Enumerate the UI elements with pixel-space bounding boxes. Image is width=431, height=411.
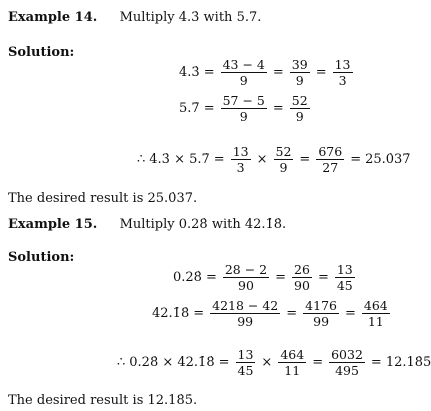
denominator: 495 <box>335 363 359 378</box>
fraction <box>278 348 306 377</box>
example-15-equation-1 <box>173 263 357 292</box>
eq-lhs: 0.28̇ × 42.1̇8̇ <box>129 355 215 370</box>
therefore-symbol: ∴ <box>117 355 126 370</box>
numerator: 26 <box>294 262 310 277</box>
numerator: 52 <box>291 93 308 108</box>
example-15-heading <box>8 218 286 231</box>
denominator: 11 <box>284 363 301 378</box>
numerator: 4218 − 42 <box>212 298 279 313</box>
numerator: 4176 <box>305 298 337 313</box>
equals-sign: = <box>315 65 327 80</box>
numerator: 464 <box>280 347 305 362</box>
fraction <box>223 263 269 292</box>
numerator: 52 <box>275 144 292 159</box>
example-14-equation-3 <box>137 145 411 174</box>
fraction <box>362 299 390 328</box>
equals-sign: = <box>286 306 298 321</box>
equals-sign: = <box>370 355 382 370</box>
equals-sign: = <box>213 152 225 167</box>
fraction <box>303 299 339 328</box>
denominator: 45 <box>237 363 254 378</box>
denominator: 9 <box>279 160 288 175</box>
example-14-solution-label: Solution: <box>8 45 75 60</box>
equals-sign: = <box>317 270 329 285</box>
equals-sign: = <box>344 306 356 321</box>
denominator: 9 <box>295 73 304 88</box>
numerator: 13 <box>334 57 351 72</box>
fraction <box>290 58 310 87</box>
fraction <box>231 145 251 174</box>
eq-lhs: 5.7̇ <box>179 101 200 116</box>
example-14-equation-1 <box>179 58 355 87</box>
numerator: 28 − 2 <box>224 262 268 277</box>
example-15-equation-3 <box>117 348 431 377</box>
example-14-text: Multiply 4.3̇ with 5.7̇. <box>119 10 262 25</box>
eq-result: 25.0̇37̇ <box>365 152 411 167</box>
fraction <box>274 145 294 174</box>
numerator: 676 <box>318 144 343 159</box>
therefore-symbol: ∴ <box>137 152 146 167</box>
equals-sign: = <box>350 152 362 167</box>
numerator: 57 − 5 <box>222 93 265 108</box>
times-sign: × <box>256 152 268 167</box>
equals-sign: = <box>275 270 287 285</box>
fraction <box>290 94 310 123</box>
eq-result: 12.18̇5̇ <box>385 355 431 370</box>
fraction <box>292 263 312 292</box>
equals-sign: = <box>203 101 215 116</box>
numerator: 6032 <box>331 347 363 362</box>
numerator: 39 <box>291 57 308 72</box>
denominator: 27 <box>322 160 339 175</box>
fraction <box>221 58 267 87</box>
fraction <box>236 348 256 377</box>
example-14-heading <box>8 11 261 24</box>
denominator: 45 <box>336 278 353 293</box>
numerator: 13 <box>232 144 249 159</box>
example-15-equation-2 <box>152 299 392 328</box>
equals-sign: = <box>299 152 311 167</box>
denominator: 90 <box>294 278 310 293</box>
fraction <box>210 299 280 328</box>
fraction <box>221 94 267 123</box>
example-15-label: Example 15. <box>8 217 98 232</box>
denominator: 3 <box>338 73 347 88</box>
denominator: 9 <box>295 109 304 124</box>
equals-sign: = <box>312 355 324 370</box>
eq-lhs: 4.3̇ × 5.7̇ <box>149 152 210 167</box>
numerator: 13 <box>336 262 353 277</box>
example-14-result: The desired result is 25.0̇37̇. <box>8 191 198 206</box>
equals-sign: = <box>193 306 205 321</box>
example-15-solution-label: Solution: <box>8 250 75 265</box>
denominator: 99 <box>237 314 254 329</box>
fraction <box>335 263 355 292</box>
eq-lhs: 4.3̇ <box>179 65 200 80</box>
numerator: 464 <box>363 298 388 313</box>
equals-sign: = <box>205 270 217 285</box>
fraction <box>333 58 353 87</box>
example-15-result: The desired result is 12.18̇5̇. <box>8 393 198 408</box>
denominator: 90 <box>238 278 254 293</box>
equals-sign: = <box>203 65 215 80</box>
eq-lhs: 42.1̇8̇ <box>152 306 190 321</box>
denominator: 99 <box>313 314 330 329</box>
denominator: 3 <box>236 160 245 175</box>
fraction <box>316 145 344 174</box>
times-sign: × <box>261 355 273 370</box>
equals-sign: = <box>272 65 284 80</box>
numerator: 43 − 4 <box>222 57 265 72</box>
example-15-text: Multiply 0.28̇ with 42.1̇8̇. <box>119 217 287 232</box>
equals-sign: = <box>218 355 230 370</box>
fraction <box>329 348 365 377</box>
denominator: 9 <box>239 73 248 88</box>
denominator: 11 <box>367 314 384 329</box>
numerator: 13 <box>237 347 254 362</box>
example-14-label: Example 14. <box>8 10 98 25</box>
example-14-equation-2 <box>179 94 312 123</box>
denominator: 9 <box>239 109 248 124</box>
equals-sign: = <box>272 101 284 116</box>
eq-lhs: 0.28̇ <box>173 270 202 285</box>
